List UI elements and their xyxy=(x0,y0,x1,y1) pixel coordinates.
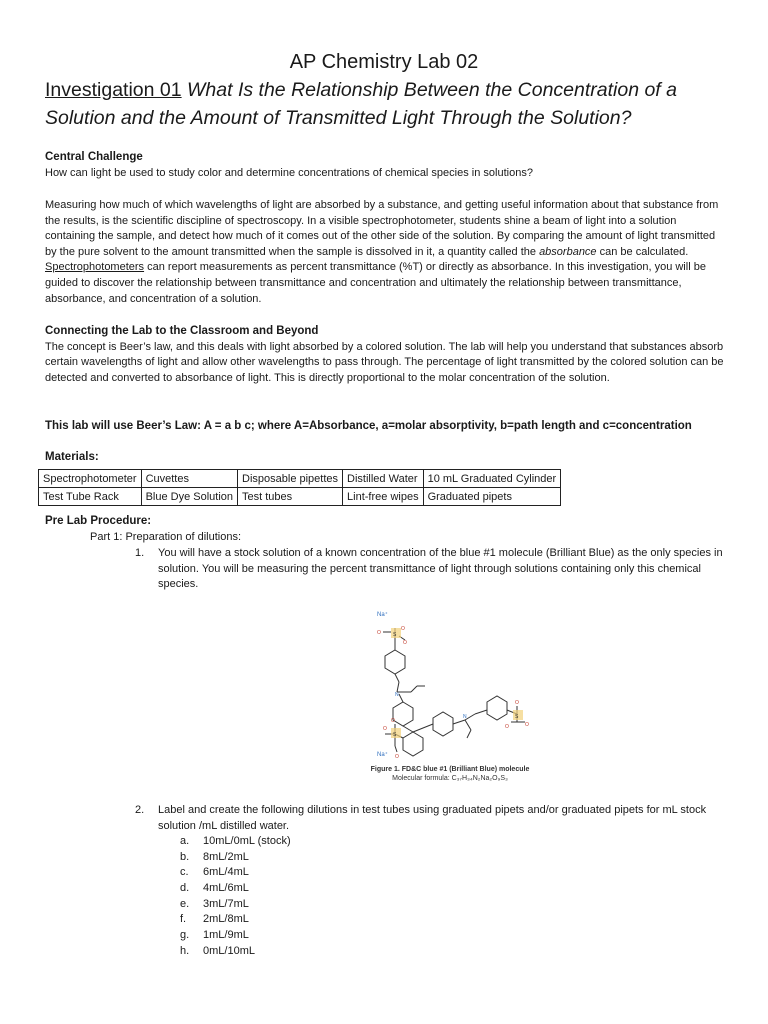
svg-text:N: N xyxy=(395,692,399,698)
step-text: You will have a stock solution of a known concentration of the blue #1 molecule (Brilliant Blue) as the only species in solution. You will be measuring the percent transmittance of light through solutions containing only this chemical species. xyxy=(158,547,723,591)
investigation-label: Investigation 01 xyxy=(45,79,182,101)
investigation-heading xyxy=(45,76,735,132)
table-cell: Test Tube Rack xyxy=(39,488,142,506)
svg-text:N: N xyxy=(463,714,467,720)
table-cell: Cuvettes xyxy=(141,470,237,488)
svg-text:O: O xyxy=(377,630,381,636)
part1-label: Part 1: Preparation of dilutions: xyxy=(90,531,242,543)
svg-text:S: S xyxy=(393,732,397,738)
spectroscopy-text-1: Measuring how much of which wavelengths of light are absorbed by a substance, and getting useful information about that substance from the results, is the scientific discipline of spectroscopy. In a visible spectrophotometer, students shine a beam of light into a solution containing the sample, and detect how much of it comes out of the other side of the solution. By comparing the amount of light transmitted by the pure solvent to the amount transmitted when the sample is dissolved in it, a quantity called the xyxy=(45,199,719,258)
table-cell: Blue Dye Solution xyxy=(141,488,237,506)
svg-text:O: O xyxy=(383,726,387,732)
table-row xyxy=(39,488,561,506)
prelab-heading: Pre Lab Procedure: xyxy=(45,515,152,527)
svg-text:O: O xyxy=(525,722,529,728)
central-challenge-section xyxy=(45,150,725,181)
step-number: 2. xyxy=(135,804,145,816)
spectroscopy-text-3: can report measurements as percent transmittance (%T) or directly as absorbance. In this investigation, you will be guided to discover the relationship between transmittance and concentration and ultimately the relationship between transmittance, absorbance, and concentration of a solution. xyxy=(45,261,706,305)
spectroscopy-text-2: can be calculated. xyxy=(599,245,689,258)
figure-title: Figure 1. FD&C blue #1 (Brilliant Blue) molecule xyxy=(370,766,530,773)
investigation-question: What Is the Relationship Between the Concentration of a Solution and the Amount of Transmitted Light Through the Solution? xyxy=(45,79,677,129)
connecting-heading: Connecting the Lab to the Classroom and Beyond xyxy=(45,325,319,337)
beers-law-statement: This lab will use Beer’s Law: A = a b c; where A=Absorbance, a=molar absorptivity, b=path length and c=concentration xyxy=(45,420,692,432)
svg-text:O: O xyxy=(515,700,519,706)
table-cell: Disposable pipettes xyxy=(238,470,343,488)
spectroscopy-paragraph xyxy=(45,198,725,307)
table-row xyxy=(39,470,561,488)
materials-heading: Materials: xyxy=(45,451,99,463)
table-cell: Graduated pipets xyxy=(423,488,561,506)
table-cell: Distilled Water xyxy=(343,470,424,488)
svg-text:O: O xyxy=(403,640,407,646)
table-cell: Spectrophotometer xyxy=(39,470,142,488)
brilliant-blue-molecule-figure xyxy=(355,606,535,766)
svg-text:O: O xyxy=(391,718,395,724)
step-number: 1. xyxy=(135,547,145,559)
svg-text:O: O xyxy=(401,626,405,632)
svg-text:O: O xyxy=(395,754,399,760)
spectrophotometers-term: Spectrophotometers xyxy=(45,261,145,274)
connecting-body: The concept is Beer’s law, and this deals with light absorbed by a colored solution. The lab will help you understand that substances absorb certain wavelengths of light and allow other wavelengths to pass through. The percentage of light transmitted by the colored solution can be detected and converted to absorbance of light. This is directly proportional to the molar concentration of the solution. xyxy=(45,340,724,384)
connecting-section xyxy=(45,324,725,386)
document-page: AP Chemistry Lab 02 Investigation 01 What Is the Relationship Between the Concentration of a Solution and the Amount of Transmitted Light Through the Solution? Central Challenge How can light be used to study color and determine concentrations of chemical species in solutions? Measuring how much of which wavelengths of light are absorbed by a substance, and getting useful information about that substance from the results, is the scientific discipline of spectroscopy. In a visible spectrophotometer, students shine a beam of light into a solution containing the sample, and detect how much of it comes out of the other side of the solution. By comparing the amount of light transmitted by the pure solvent to the amount transmitted when the sample is dissolved in it, a quantity called the absorbance can be calculated. Spectrophotometers can report measurements as percent transmittance (%T) or directly as absorbance. In this investigation, you will be guided to discover the relationship between transmittance and concentration and ultimately the relationship between transmittance, absorbance, and concentration of a solution. Connecting the Lab to the Classroom and Beyond The concept is Beer’s law, and this deals with light absorbed by a colored solution. The lab will help you understand that substances absorb certain wavelengths of light and allow other wavelengths to pass through. The percentage of light transmitted by the colored solution can be detected and converted to absorbance of light. This is directly proportional to the molar concentration of the solution. This lab will use Beer’s Law: A = a b c; where A=Absorbance, a=molar absorptivity, b=path length and c=concentration Materials: Spectrophotometer Cuvettes Disposable pipettes Distilled Water 10 mL Graduated Cylinder Test Tube Rack Blue Dye Solution Test tubes Lint-free wipes Graduated pipets Pre Lab Procedure: Part 1: Preparation of dilutions: 1. You will have a stock solution of a known concentration of the blue #1 molecule (Brilliant Blue) as the only species in solution. You will be measuring the percent transmittance of light through solutions containing only this chemical species. Na⁺ Na⁺ O O O O O O O O O N N S S S Figure 1. FD&C blue #1 (Brilliant Blue) molecule Molecular formula: C₃₇H₃₄N₂Na₂O₉S₃ 2. Label and create the following dilutions in test tubes using graduated pipets and/or graduated pipets for mL stock solution /mL distilled water. a. 10mL/0mL (stock) b. 8mL/2mL c. 6mL/4mL d. 4mL/6mL e. 3mL/7mL f. 2mL/8mL g. 1mL/9mL h. 0mL/10mL xyxy=(0,0,768,1024)
sodium-ion-bottom: Na⁺ xyxy=(377,752,388,758)
molecular-formula: Molecular formula: C₃₇H₃₄N₂Na₂O₉S₃ xyxy=(392,775,508,782)
table-cell: Lint-free wipes xyxy=(343,488,424,506)
materials-table xyxy=(38,469,561,506)
sodium-ion-top: Na⁺ xyxy=(377,612,388,618)
central-challenge-heading: Central Challenge xyxy=(45,151,143,163)
page-title: AP Chemistry Lab 02 xyxy=(289,51,479,73)
central-challenge-question: How can light be used to study color and determine concentrations of chemical species in solutions? xyxy=(45,166,533,179)
absorbance-term: absorbance xyxy=(539,245,597,258)
table-cell: Test tubes xyxy=(238,488,343,506)
figure-caption xyxy=(360,765,540,783)
svg-text:S: S xyxy=(393,632,397,638)
table-cell: 10 mL Graduated Cylinder xyxy=(423,470,561,488)
svg-text:S: S xyxy=(515,714,519,720)
step-text: Label and create the following dilutions in test tubes using graduated pipets and/or graduated pipets for mL stock solution /mL distilled water. xyxy=(158,804,707,832)
svg-text:O: O xyxy=(505,724,509,730)
